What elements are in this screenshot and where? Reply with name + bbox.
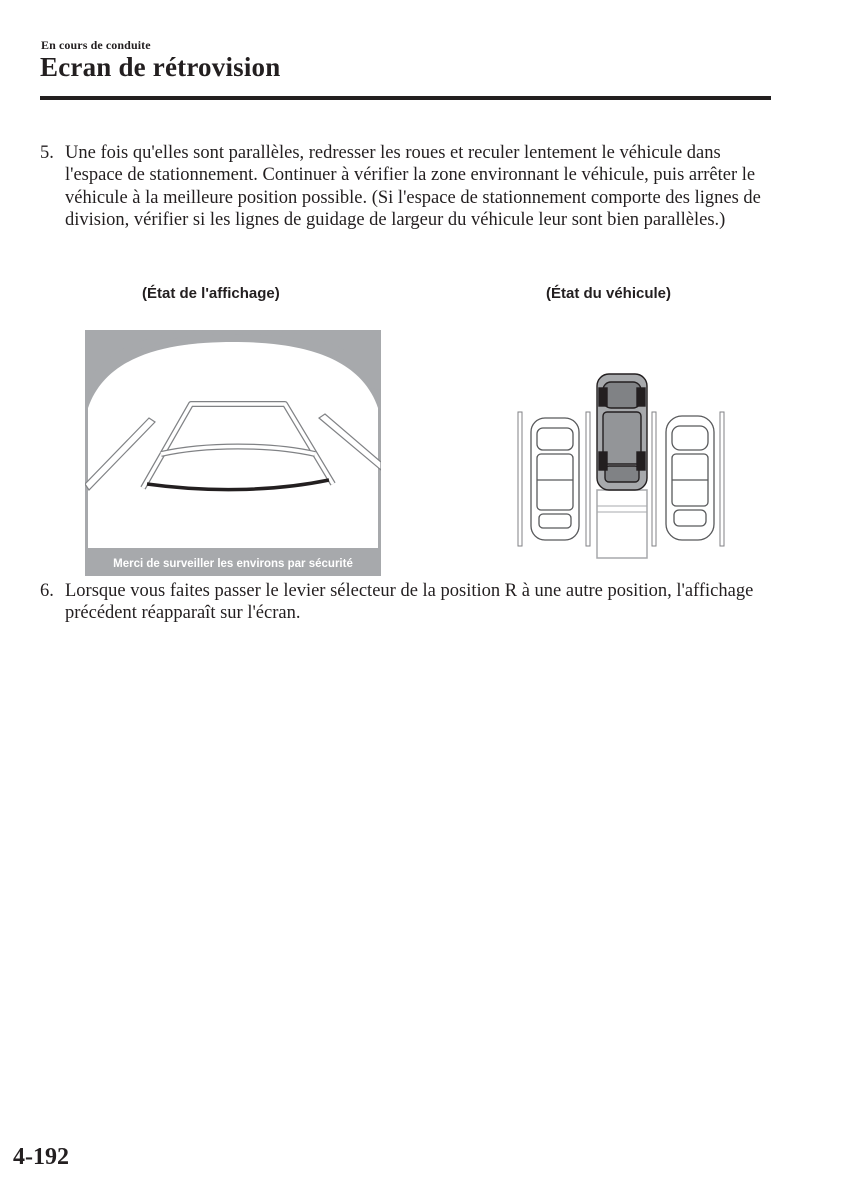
vehicle-state-caption: (État du véhicule) bbox=[546, 285, 672, 302]
section-label: En cours de conduite bbox=[41, 38, 151, 52]
parked-car-left bbox=[531, 418, 579, 540]
page-title: Ecran de rétrovision bbox=[40, 52, 281, 82]
display-state-caption: (État de l'affichage) bbox=[142, 285, 280, 302]
step-text: Une fois qu'elles sont parallèles, redresser les roues et reculer lentement le véhicule dans l'espace de stationnement. Continuer à vérifier la zone environnant le véhicule, puis arrêter le véhicule à la meilleure position possible. (Si l'espace de stationnement comporte des lignes de division, vérifier si les lignes de guidage de largeur du véhicule leur sont bien parallèles.) bbox=[65, 143, 761, 230]
step-number: 5. bbox=[40, 143, 54, 163]
rear-camera-display-illustration bbox=[85, 330, 381, 576]
page-number: 4-192 bbox=[13, 1144, 69, 1170]
vehicle-parking-illustration bbox=[515, 370, 730, 565]
step-5 bbox=[40, 142, 770, 231]
step-text: Lorsque vous faites passer le levier sélecteur de la position R à une autre position, l'affichage précédent réapparaît sur l'écran. bbox=[65, 581, 754, 624]
title-divider bbox=[40, 96, 771, 100]
screen-safety-message: Merci de surveiller les environs par sécurité bbox=[113, 558, 353, 570]
step-6 bbox=[40, 580, 770, 625]
parked-car-right bbox=[666, 416, 714, 540]
own-vehicle bbox=[597, 374, 647, 490]
step-number: 6. bbox=[40, 581, 54, 601]
